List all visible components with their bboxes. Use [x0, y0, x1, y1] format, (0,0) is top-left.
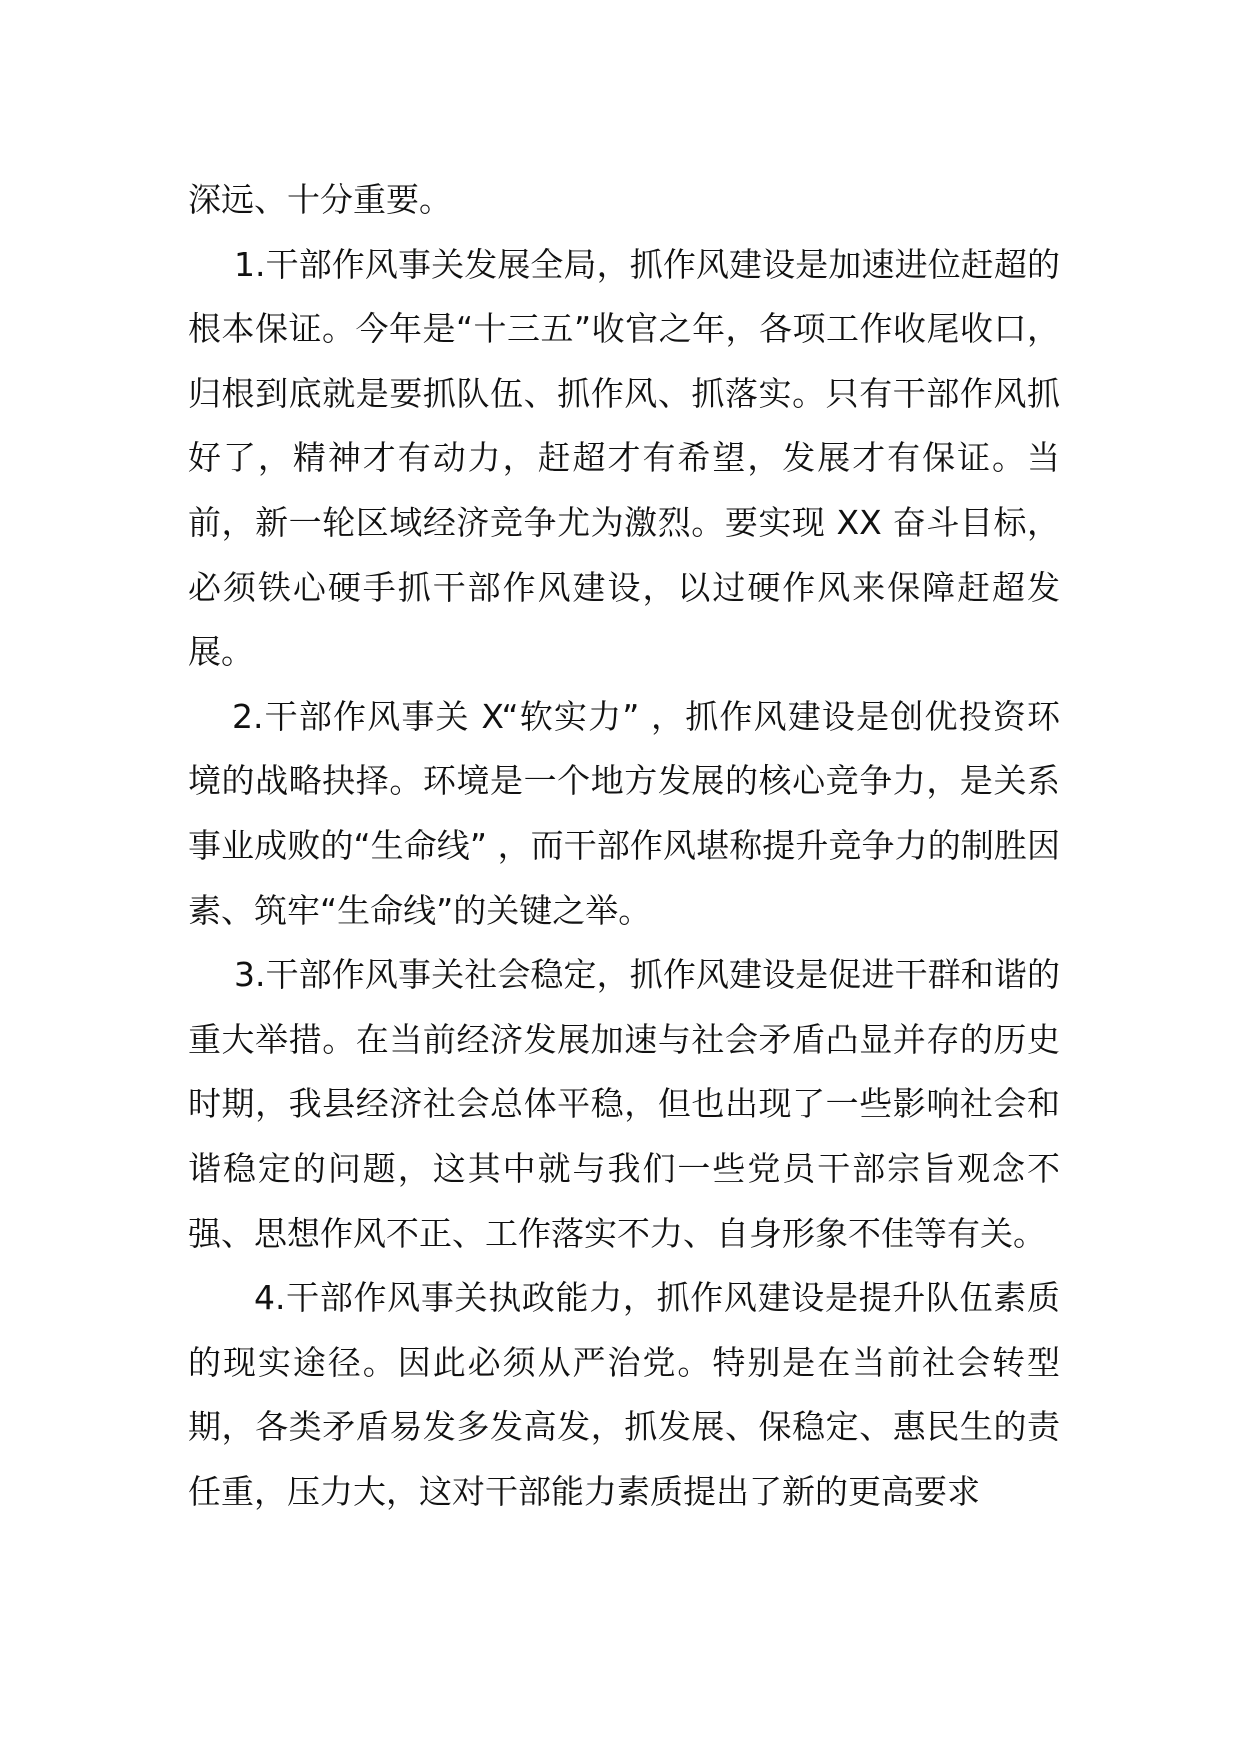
- paragraph-point-4: 4.干部作风事关执政能力，抓作风建设是提升队伍素质的现实途径。因此必须从严治党。特别是在当前社会转型期，各类矛盾易发多发高发，抓发展、保稳定、惠民生的责任重，压力大，这对干部能力素质提出了新的更高要求: [188, 1278, 1060, 1511]
- paragraph-point-3: 3.干部作风事关社会稳定，抓作风建设是促进干群和谐的重大举措。在当前经济发展加速与社会矛盾凸显并存的历史时期，我县经济社会总体平稳，但也出现了一些影响社会和谐稳定的问题，这其中就与我们一些党员干部宗旨观念不强、思想作风不正、工作落实不力、自身形象不佳等有关。: [188, 955, 1060, 1253]
- paragraph-point-2: 2.干部作风事关 X“软实力” ，抓作风建设是创优投资环境的战略抉择。环境是一个地方发展的核心竞争力，是关系事业成败的“生命线” ，而干部作风堪称提升竞争力的制胜因素、筑牢“生命线”的关键之举。: [188, 696, 1060, 930]
- document-body: [188, 168, 1060, 1524]
- paragraph-point-1: 1.干部作风事关发展全局，抓作风建设是加速进位赶超的根本保证。今年是“十三五”收官之年，各项工作收尾收口，归根到底就是要抓队伍、抓作风、抓落实。只有干部作风抓好了，精神才有动力，赶超才有希望，发展才有保证。当前，新一轮区域经济竞争尤为激烈。要实现 XX 奋斗目标，必须铁心硬手抓干部作风建设，以过硬作风来保障赶超发展。: [188, 244, 1060, 672]
- paragraph-continuation: 深远、十分重要。: [188, 180, 452, 219]
